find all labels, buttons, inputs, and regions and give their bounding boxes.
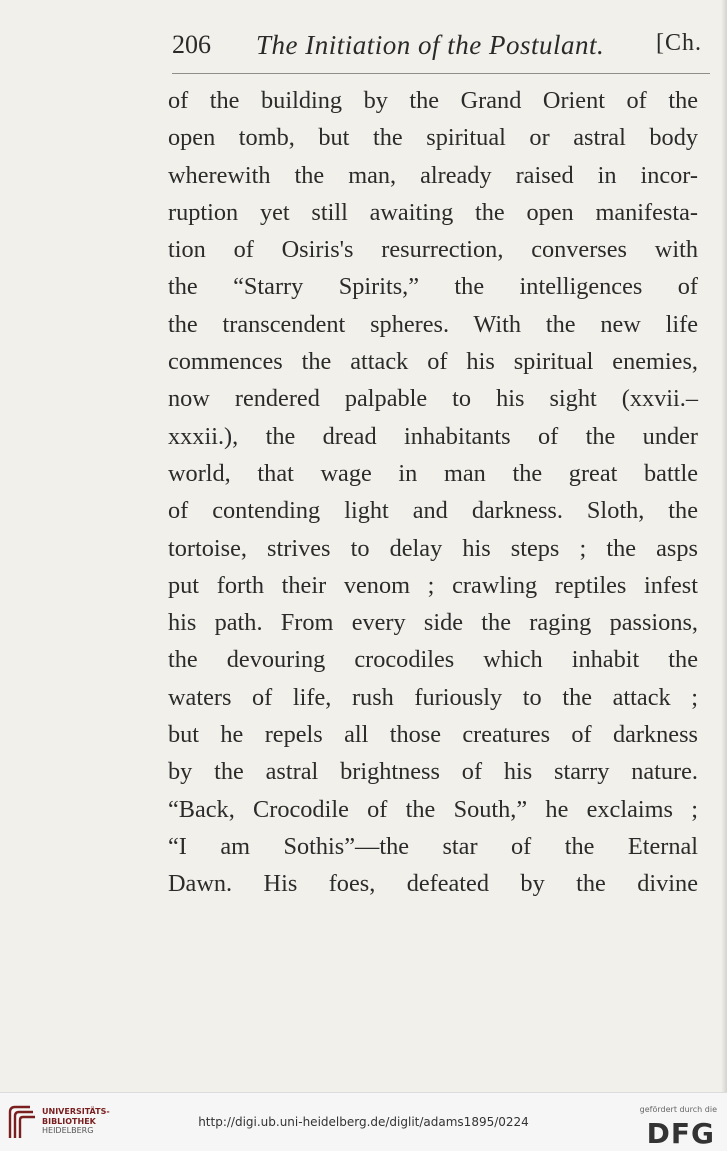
text-line: “I am Sothis”—the star of the Eternal — [168, 832, 698, 860]
permalink-url[interactable]: http://digi.ub.uni-heidelberg.de/diglit/adams1895/0224 — [198, 1115, 529, 1129]
funded-by-label: gefördert durch die — [639, 1105, 717, 1114]
chapter-reference: [Ch. — [656, 30, 702, 56]
text-line: now rendered palpable to his sight (xxvii.– — [168, 385, 698, 413]
text-line: commences the attack of his spiritual enemies, — [168, 348, 698, 376]
text-line: Dawn. His foes, defeated by the divine — [168, 870, 698, 898]
header-rule — [172, 73, 710, 74]
text-line: tion of Osiris's resurrection, converses with — [168, 236, 698, 264]
library-name-line: BIBLIOTHEK — [42, 1116, 96, 1126]
text-line: waters of life, rush furiously to the attack ; — [168, 683, 698, 711]
text-line: but he repels all those creatures of darkness — [168, 721, 698, 749]
text-line: wherewith the man, already raised in incor- — [168, 161, 698, 189]
library-name-line: UNIVERSITÄTS- — [42, 1107, 110, 1116]
text-line: tortoise, strives to delay his steps ; the asps — [168, 534, 698, 562]
body-text — [168, 82, 698, 903]
text-line: the “Starry Spirits,” the intelligences of — [168, 273, 698, 301]
text-line: his path. From every side the raging passions, — [168, 609, 698, 637]
text-line: “Back, Crocodile of the South,” he exclaims ; — [168, 795, 698, 823]
text-line: xxxii.), the dread inhabitants of the under — [168, 422, 698, 450]
text-line: by the astral brightness of his starry nature. — [168, 758, 698, 786]
running-header — [172, 30, 712, 70]
dfg-logo: DFG — [646, 1117, 715, 1150]
page-edge-shadow — [721, 0, 727, 1092]
text-line: the devouring crocodiles which inhabit the — [168, 646, 698, 674]
library-city: HEIDELBERG — [42, 1126, 94, 1135]
text-line: put forth their venom ; crawling reptiles infest — [168, 571, 698, 599]
text-line: ruption yet still awaiting the open manifesta- — [168, 198, 698, 226]
text-line: of the building by the Grand Orient of the — [168, 87, 698, 114]
text-line: open tomb, but the spiritual or astral body — [168, 124, 698, 152]
text-line: world, that wage in man the great battle — [168, 459, 698, 487]
text-line: the transcendent spheres. With the new life — [168, 310, 698, 338]
viewer-footer — [0, 1092, 727, 1151]
running-title: The Initiation of the Postulant. — [256, 30, 605, 60]
page-number: 206 — [172, 30, 211, 59]
text-line: of contending light and darkness. Sloth, the — [168, 497, 698, 525]
